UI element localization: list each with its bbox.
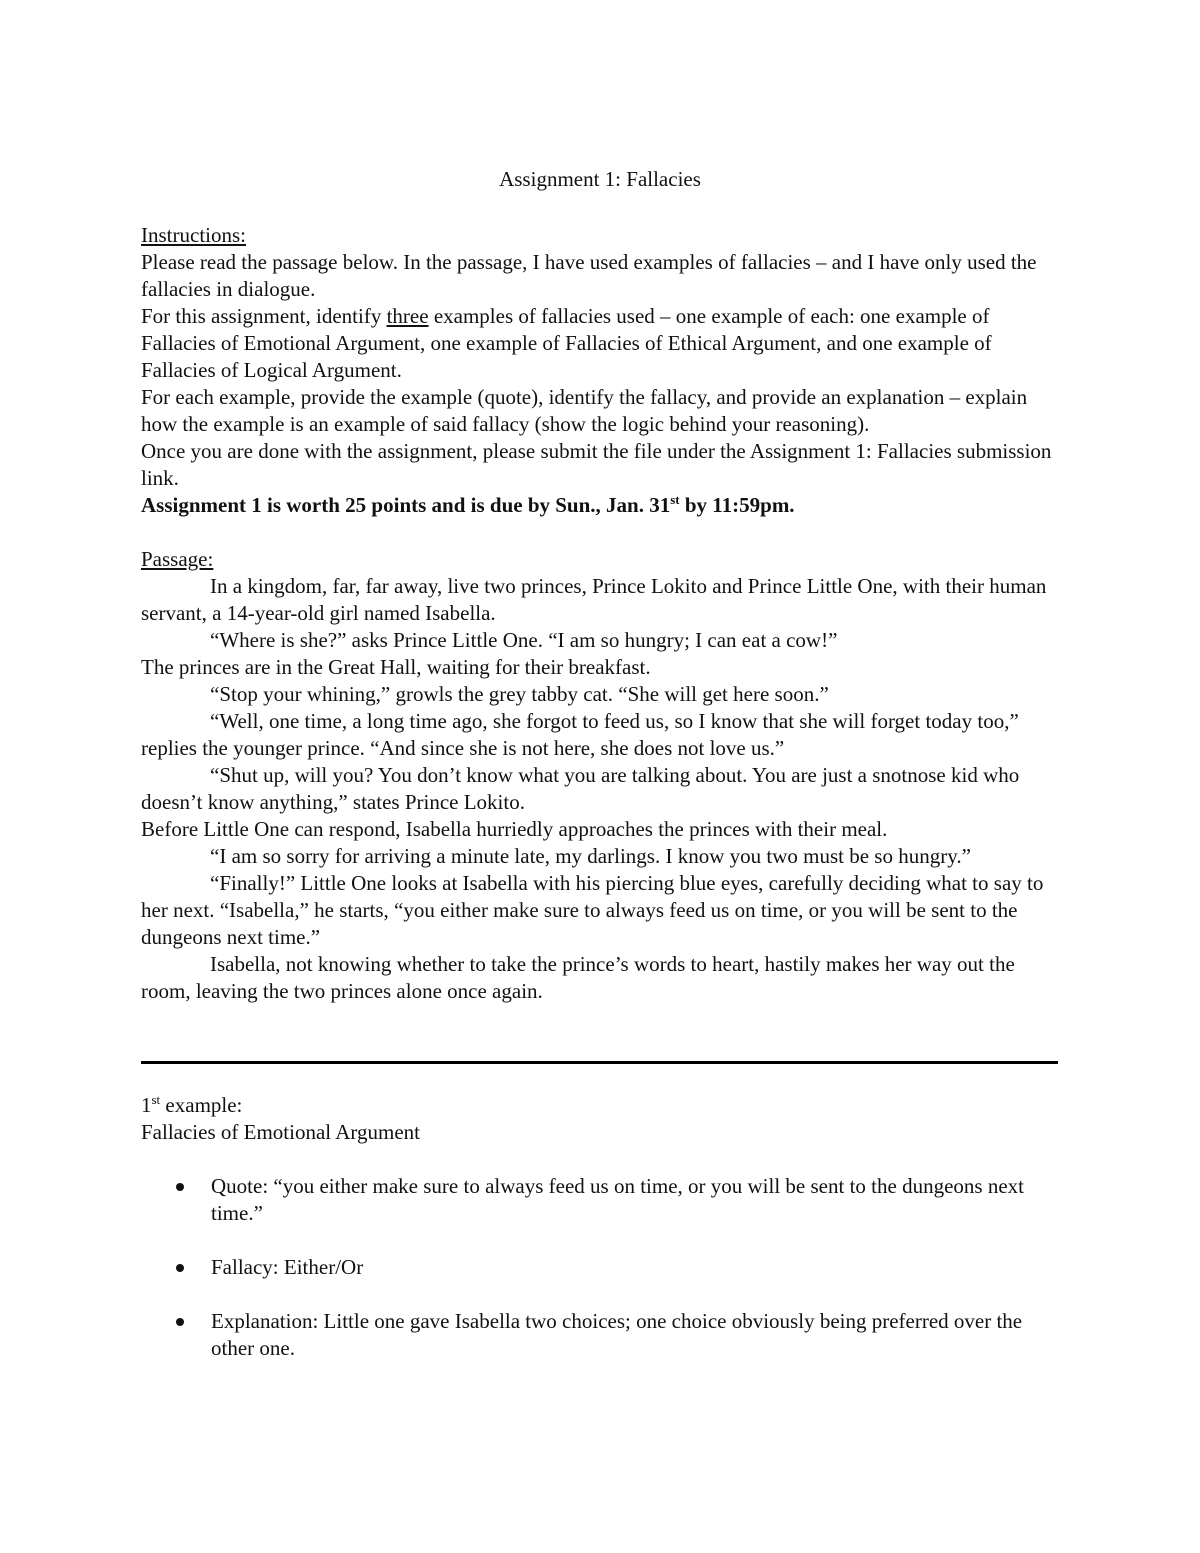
bullet-dot-icon	[176, 1264, 184, 1272]
bullet-dot-icon	[176, 1318, 184, 1326]
instructions-paragraph-2	[141, 303, 1066, 384]
bullet-item-fallacy	[141, 1254, 1066, 1281]
example-number: 1	[141, 1093, 152, 1117]
passage-paragraph: “Well, one time, a long time ago, she forgot to feed us, so I know that she will forget today too,” replies the younger prince. “And since she is not here, she does not love us.”	[141, 709, 1019, 760]
horizontal-divider	[141, 1061, 1058, 1064]
passage-paragraph: “Stop your whining,” growls the grey tabby cat. “She will get here soon.”	[210, 682, 829, 706]
passage-paragraph: In a kingdom, far, far away, live two princes, Prince Lokito and Prince Little One, with their human servant, a 14-year-old girl named Isabella.	[141, 574, 1047, 625]
passage-paragraph: Isabella, not knowing whether to take the prince’s words to heart, hastily makes her way out the room, leaving the two princes alone once again.	[141, 952, 1015, 1003]
passage-paragraph: “Finally!” Little One looks at Isabella with his piercing blue eyes, carefully deciding what to say to her next. “Isabella,” he starts, “you either make sure to always feed us on time, or you will be sent to the dungeons next time.”	[141, 871, 1044, 949]
passage-paragraph: “I am so sorry for arriving a minute late, my darlings. I know you two must be so hungry.”	[210, 844, 971, 868]
instructions-p2-end: examples of fallacies used – one example of each: one example of Fallacies of Emotional Argument, one example of Fallacies of Ethical Argument, and one example of Fallacies of Logical Argument.	[141, 304, 992, 382]
passage-body	[141, 573, 1066, 1005]
instructions-p2-start: For this assignment, identify	[141, 304, 387, 328]
instructions-paragraph-1: Please read the passage below. In the passage, I have used examples of fallacies – and I have only used the fallacies in dialogue.	[141, 250, 1037, 301]
bullet-text: Quote: “you either make sure to always feed us on time, or you will be sent to the dungeons next time.”	[211, 1174, 1024, 1225]
instructions-paragraph-3: For each example, provide the example (quote), identify the fallacy, and provide an explanation – explain how the example is an example of said fallacy (show the logic behind your reasoning).	[141, 385, 1028, 436]
due-date-time: by 11:59pm.	[679, 493, 795, 517]
passage-section	[141, 546, 1066, 1005]
bullet-text: Explanation: Little one gave Isabella two choices; one choice obviously being preferred over the other one.	[211, 1309, 1023, 1360]
passage-paragraph: “Where is she?” asks Prince Little One. “I am so hungry; I can eat a cow!”	[210, 628, 838, 652]
due-date-line	[141, 492, 1066, 519]
instructions-section	[141, 222, 1066, 519]
underlined-three: three	[386, 304, 429, 328]
example-number-superscript: st	[151, 1092, 161, 1107]
passage-paragraph: The princes are in the Great Hall, waiting for their breakfast.	[141, 655, 651, 679]
passage-paragraph: “Shut up, will you? You don’t know what you are talking about. You are just a snotnose kid who doesn’t know anything,” states Prince Lokito.	[141, 763, 1020, 814]
bullet-item-explanation	[141, 1308, 1066, 1362]
example-1-heading	[141, 1092, 1066, 1119]
document-title: Assignment 1: Fallacies	[499, 167, 701, 191]
example-1-category: Fallacies of Emotional Argument	[141, 1120, 420, 1144]
instructions-paragraph-4: Once you are done with the assignment, please submit the file under the Assignment 1: Fallacies submission link.	[141, 439, 1052, 490]
example-1-section	[141, 1092, 1066, 1389]
example-1-bullet-list	[141, 1173, 1066, 1362]
bullet-text: Fallacy: Either/Or	[211, 1255, 364, 1279]
passage-paragraph: Before Little One can respond, Isabella hurriedly approaches the princes with their meal.	[141, 817, 888, 841]
due-date-superscript: st	[670, 492, 680, 507]
bullet-dot-icon	[176, 1183, 184, 1191]
due-date-text: Assignment 1 is worth 25 points and is due by Sun., Jan. 31	[141, 493, 671, 517]
instructions-heading: Instructions:	[141, 223, 246, 247]
bullet-item-quote	[141, 1173, 1066, 1227]
passage-heading: Passage:	[141, 547, 214, 571]
example-label: example:	[160, 1093, 243, 1117]
